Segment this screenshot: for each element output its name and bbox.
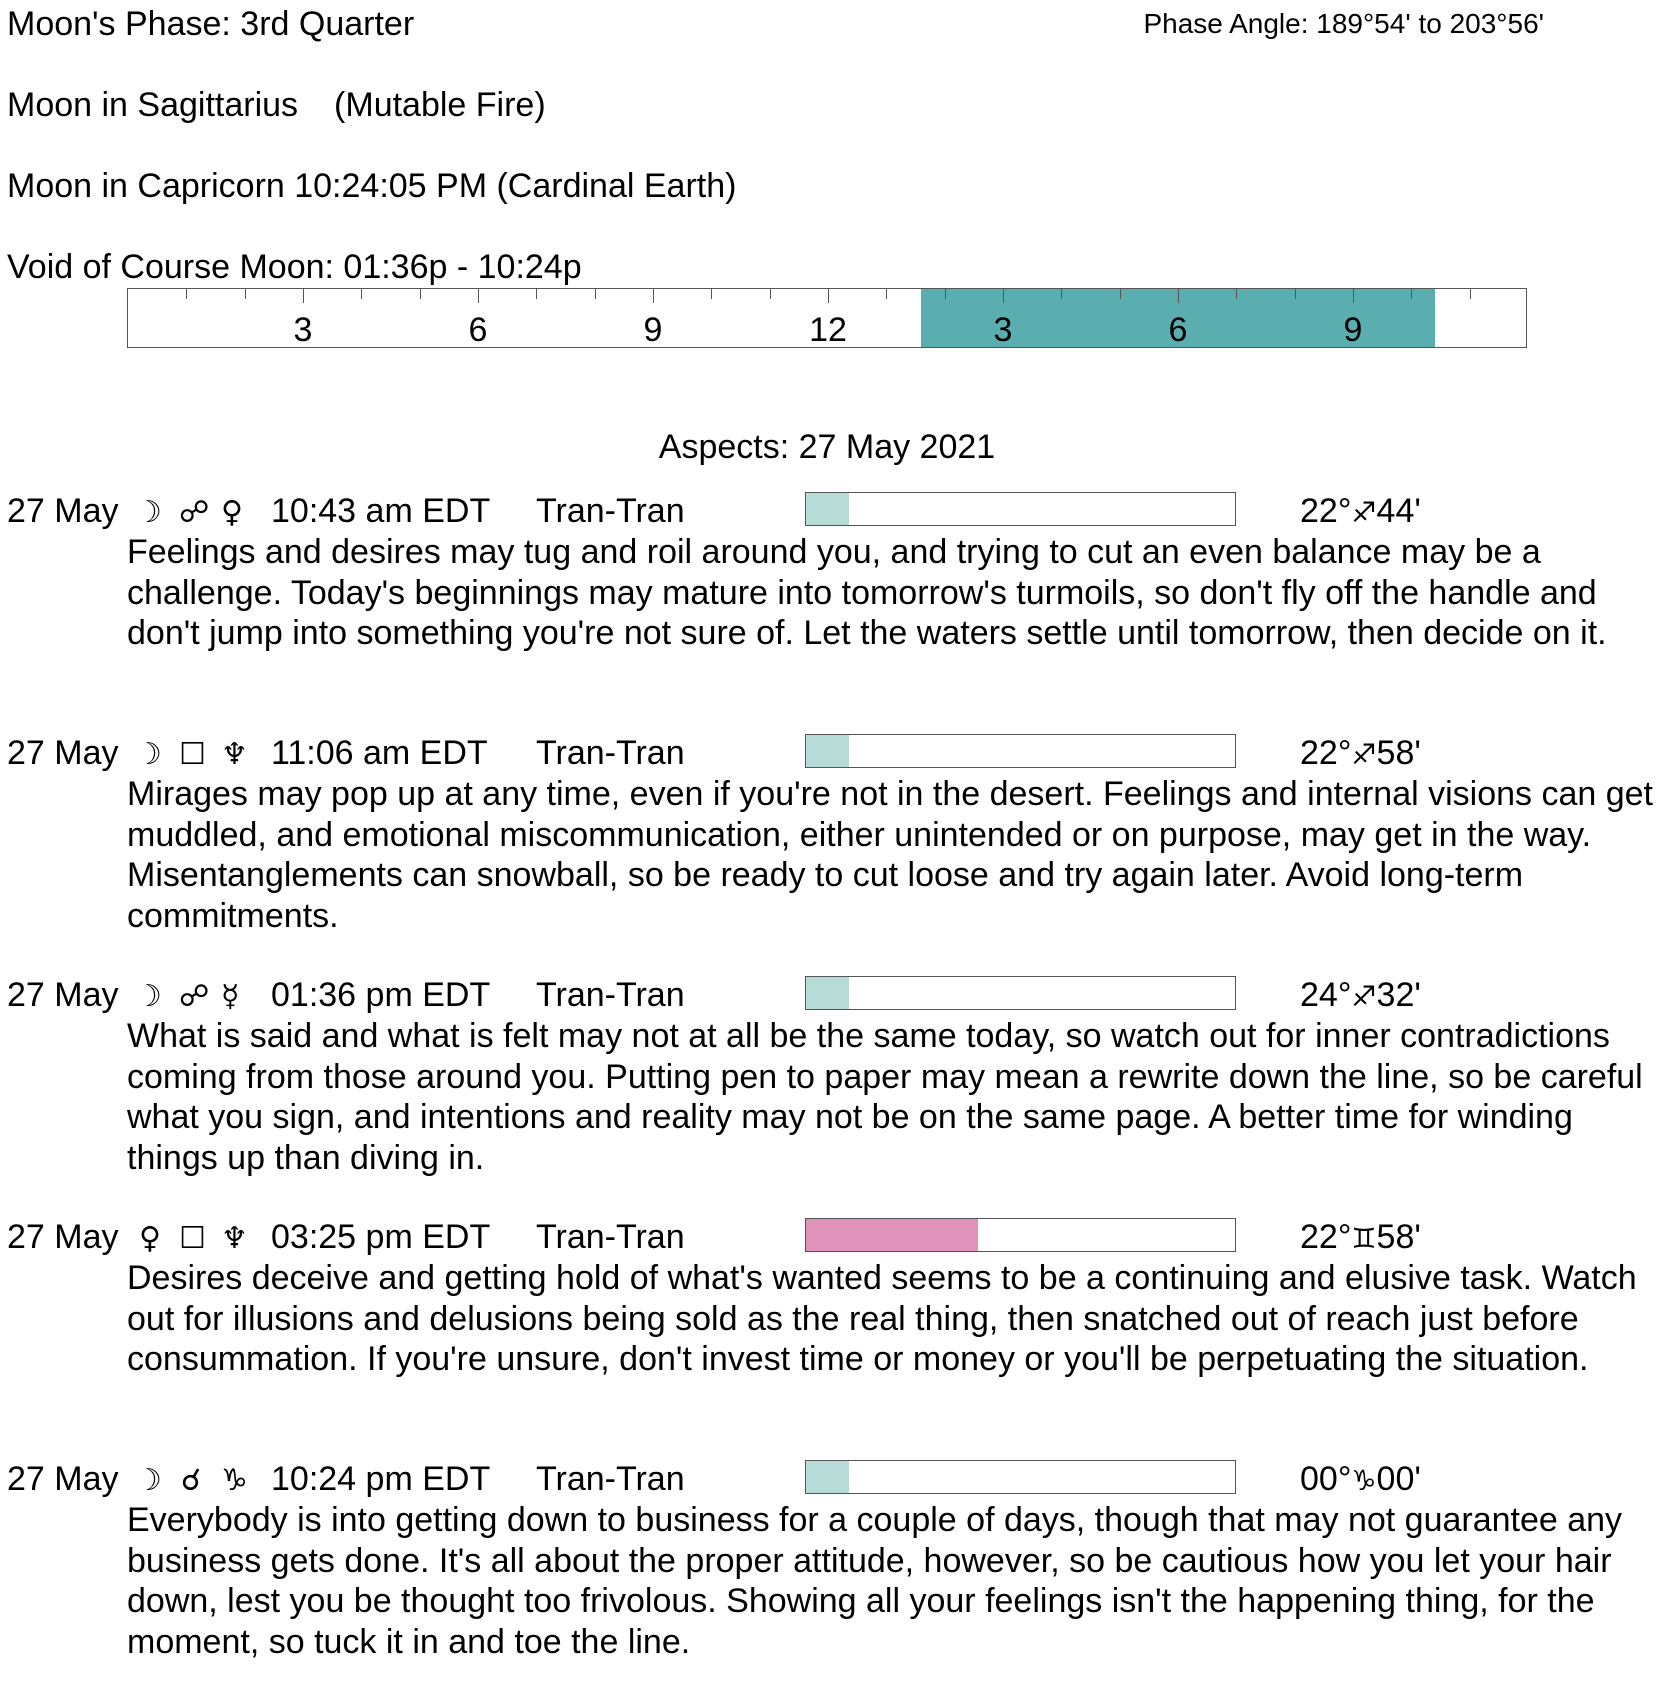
timeline-tick [711,289,712,299]
timeline-label: 3 [993,311,1013,348]
aspect-position [1300,734,1421,773]
moon-icon: ☽ [135,495,162,530]
aspect-strength-bar [805,734,1236,768]
timeline-tick [1061,289,1062,299]
aspect-type: Tran-Tran [536,1218,685,1256]
moon-icon: ☽ [135,1463,162,1498]
timeline-tick [536,289,537,299]
timeline-tick [245,289,246,299]
aspect-type: Tran-Tran [536,492,685,530]
void-of-course: Void of Course Moon: 01:36p - 10:24p [7,248,582,286]
aspect-date: 27 May [7,734,119,772]
moon-sign-line [7,86,546,125]
aspect-entry [0,492,1668,732]
capricorn-icon: ♑ [221,1463,248,1498]
timeline-label: 6 [1168,311,1188,348]
aspect-time: 01:36 pm EDT [271,976,491,1014]
mercury-icon: ☿ [221,979,240,1014]
aspect-description: Everybody is into getting down to business for a couple of days, though that may not guarantee any business gets done. It's all about the proper attitude, however, so be cautious how you let your hair down, lest you be thought too frivolous. Showing all your feelings isn't the happening thing, for the moment, so tuck it in and toe the line. [127,1501,1623,1661]
aspect-strength-fill [806,735,849,767]
timeline-tick [1003,289,1004,303]
position-minute: 58' [1376,734,1421,772]
timeline-tick [478,289,479,303]
aspect-entry [0,976,1668,1216]
aspect-time: 11:06 am EDT [271,734,488,772]
timeline-tick [1353,289,1354,303]
timeline-tick [653,289,654,303]
timeline-label: 9 [643,311,663,348]
position-minute: 58' [1376,1218,1421,1256]
neptune-icon: ♆ [221,1221,248,1256]
venus-icon: ♀ [139,1221,161,1256]
aspect-position [1300,1460,1421,1499]
sagittarius-icon: ♐ [1351,980,1377,1013]
moon-sign-quality: (Mutable Fire) [334,86,546,124]
aspect-entry [0,734,1668,974]
position-degree: 00° [1300,1460,1352,1498]
timeline-tick [1236,289,1237,299]
aspect-time: 03:25 pm EDT [271,1218,491,1256]
moon-phase: Moon's Phase: 3rd Quarter [7,5,415,43]
position-degree: 22° [1300,492,1352,530]
timeline-tick [1120,289,1121,299]
moon-icon: ☽ [135,737,162,772]
aspect-type: Tran-Tran [536,1460,685,1498]
aspect-strength-fill [806,1219,978,1251]
aspect-strength-fill [806,977,849,1009]
square-icon: ☐ [179,1221,206,1256]
void-of-course-timeline [127,288,1527,348]
timeline-tick [303,289,304,303]
timeline-tick [1295,289,1296,299]
square-icon: ☐ [179,737,206,772]
aspect-entry [0,1218,1668,1458]
position-degree: 22° [1300,734,1352,772]
aspect-time: 10:24 pm EDT [271,1460,491,1498]
timeline-label: 9 [1343,311,1363,348]
aspect-strength-bar [805,492,1236,526]
timeline-label: 6 [468,311,488,348]
aspect-date: 27 May [7,492,119,530]
gemini-icon: ♊ [1351,1222,1377,1255]
opposition-icon: ☍ [179,495,210,530]
venus-icon: ♀ [221,495,243,530]
aspect-date: 27 May [7,1460,119,1498]
timeline-tick [1178,289,1179,303]
aspect-strength-bar [805,1460,1236,1494]
aspect-date: 27 May [7,976,119,1014]
timeline-tick [828,289,829,303]
timeline-tick [1470,289,1471,299]
aspect-description: Mirages may pop up at any time, even if you're not in the desert. Feelings and internal visions can get muddled, and emotional miscommunication, either unintended or on purpose, may get in the way. Misentanglements can snowball, so be ready to cut loose and try again later. Avoid long-term commitments. [127,775,1653,935]
aspect-description: Feelings and desires may tug and roil around you, and trying to cut an even balance may be a challenge. Today's beginnings may mature into tomorrow's turmoils, so don't fly off the handle and don't jump into something you're not sure of. Let the waters settle until tomorrow, then decide on it. [127,533,1607,652]
aspect-description: Desires deceive and getting hold of what's wanted seems to be a continuing and elusive task. Watch out for illusions and delusions being sold as the real thing, then snatched out of reach just before consummation. If you're unsure, don't invest time or money or you'll be perpetuating the situation. [127,1259,1637,1378]
timeline-tick [886,289,887,299]
opposition-icon: ☍ [179,979,210,1014]
timeline-tick [945,289,946,299]
moon-icon: ☽ [135,979,162,1014]
aspect-strength-fill [806,1461,849,1493]
timeline-tick [420,289,421,299]
aspect-position [1300,1218,1421,1257]
moon-ingress: Moon in Capricorn 10:24:05 PM (Cardinal Earth) [7,167,737,205]
position-degree: 22° [1300,1218,1352,1256]
aspect-position [1300,492,1421,531]
aspect-strength-bar [805,1218,1236,1252]
sagittarius-icon: ♐ [1351,496,1377,529]
position-degree: 24° [1300,976,1352,1014]
aspect-date: 27 May [7,1218,119,1256]
neptune-icon: ♆ [221,737,248,772]
capricorn-icon: ♑ [1351,1464,1377,1497]
position-minute: 00' [1376,1460,1421,1498]
timeline-tick [595,289,596,299]
conjunction-icon: ☌ [181,1463,202,1498]
aspect-entry [0,1460,1668,1700]
aspect-strength-fill [806,493,849,525]
position-minute: 44' [1376,492,1421,530]
aspect-type: Tran-Tran [536,734,685,772]
aspect-position [1300,976,1421,1015]
timeline-tick [186,289,187,299]
aspect-time: 10:43 am EDT [271,492,491,530]
aspect-description: What is said and what is felt may not at all be the same today, so watch out for inner contradictions coming from those around you. Putting pen to paper may mean a rewrite down the line, so be careful what you sign, and intentions and reality may not be on the same page. A better time for winding things up than diving in. [127,1017,1643,1177]
timeline-tick [1411,289,1412,299]
timeline-label: 12 [809,311,847,348]
aspect-strength-bar [805,976,1236,1010]
moon-sign: Moon in Sagittarius [7,86,299,124]
timeline-label: 3 [293,311,313,348]
timeline-tick [770,289,771,299]
aspect-type: Tran-Tran [536,976,685,1014]
aspects-title: Aspects: 27 May 2021 [658,428,996,466]
timeline-tick [361,289,362,299]
position-minute: 32' [1376,976,1421,1014]
sagittarius-icon: ♐ [1351,738,1377,771]
phase-angle: Phase Angle: 189°54' to 203°56' [1143,8,1544,39]
